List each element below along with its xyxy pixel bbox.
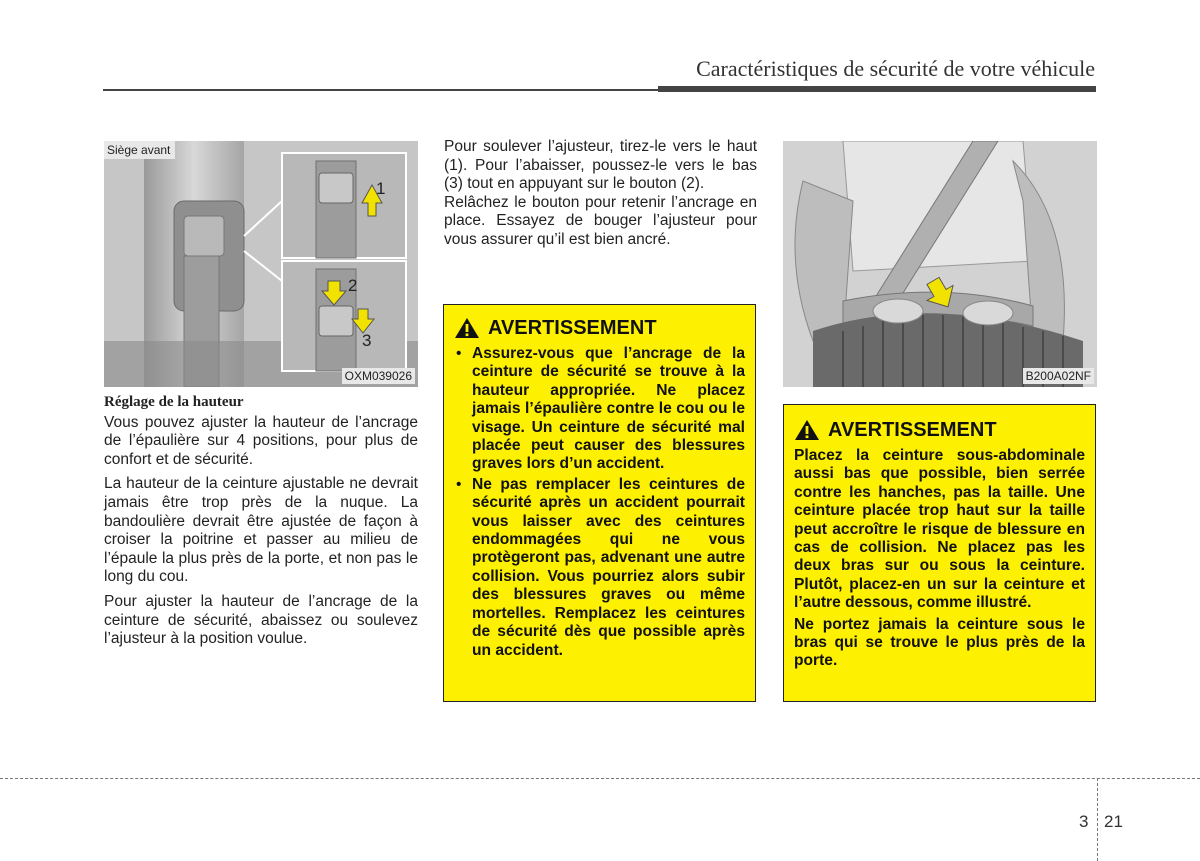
figure-code: OXM039026	[342, 368, 415, 384]
warning-triangle-icon	[794, 419, 820, 441]
figure-tag: Siège avant	[104, 141, 175, 159]
header-rule-accent	[658, 86, 1096, 92]
paragraph: Pour soulever l’ajusteur, tirez-le vers le haut (1). Pour l’abaisser, poussez-le vers le bas (3) tout en appuyant sur le bouton (2).	[444, 138, 757, 193]
paragraph: Relâchez le bouton pour retenir l’ancrage en place. Essayez de bouger l’ajusteur pour vous assurer qu’il est bien ancré.	[444, 193, 757, 248]
callout-1: 1	[376, 179, 386, 198]
column-middle	[444, 138, 757, 256]
header-rule	[103, 89, 658, 91]
warning-list	[454, 345, 745, 660]
callout-3: 3	[362, 331, 372, 350]
paragraph: Pour ajuster la hauteur de l’ancrage de la ceinture de sécurité, abaissez ou soulevez l’ajusteur à la position voulue.	[104, 592, 418, 648]
warning-paragraph: Ne portez jamais la ceinture sous le bras qui se trouve le plus près de la porte.	[794, 615, 1085, 670]
warning-box	[443, 304, 756, 702]
lap-belt-photo	[783, 141, 1097, 387]
footer-divider	[1097, 778, 1098, 861]
warning-title-text: AVERTISSEMENT	[828, 418, 997, 441]
footer-rule	[0, 778, 1200, 779]
warning-title	[454, 317, 745, 339]
warning-paragraph: Placez la ceinture sous-abdominale aussi bas que possible, bien serrée contre les hanches, pas la taille. Une ceinture placée trop haut sur la taille peut accroître le risque de blessure en cas de collision. Ne placez pas les deux bras sur ou sous la ceinture. Plutôt, placez-en un sur la ceinture et l’autre dessous, comme illustré.	[794, 447, 1085, 612]
warning-triangle-icon	[454, 317, 480, 339]
column-left	[104, 393, 418, 655]
warning-title	[794, 419, 1085, 441]
seat-belt-anchor-illustration	[104, 141, 418, 387]
warning-title-text: AVERTISSEMENT	[488, 316, 657, 339]
paragraph: Vous pouvez ajuster la hauteur de l’ancrage de l’épaulière sur 4 positions, pour plus de confort et de sécurité.	[104, 413, 418, 468]
section-heading: Réglage de la hauteur	[104, 394, 244, 410]
paragraph: La hauteur de la ceinture ajustable ne devrait jamais être trop près de la nuque. La bandoulière devrait être ajustée de façon à croiser la poitrine et passer au milieu de l’épaule la plus près de la porte, et non pas le long du cou.	[104, 475, 418, 586]
figure-code: B200A02NF	[1023, 368, 1094, 384]
page-number: 21	[1104, 812, 1123, 831]
warning-item: • Assurez-vous que l’ancrage de la ceinture de sécurité se trouve à la hauteur appropriée. Ne placez jamais l’épaulière contre le cou ou le visage. Un ceinture de sécurité mal placée peut causer des blessures graves lors d’un accident.	[454, 345, 745, 474]
warning-item: • Ne pas remplacer les ceintures de sécurité après un accident pourrait vous laisser avec des ceintures endommagées qui ne vous protègeront pas, advenant une autre collision. Vous pourriez alors subir des blessures graves ou même mortelles. Remplacez les ceintures de sécurité dès que possible après un accident.	[454, 476, 745, 660]
callout-2: 2	[348, 276, 358, 295]
warning-box	[783, 404, 1096, 702]
section-number: 3	[1079, 812, 1089, 831]
lap-belt-illustration	[783, 141, 1097, 387]
page-header-title: Caractéristiques de sécurité de votre véhicule	[696, 56, 1095, 81]
